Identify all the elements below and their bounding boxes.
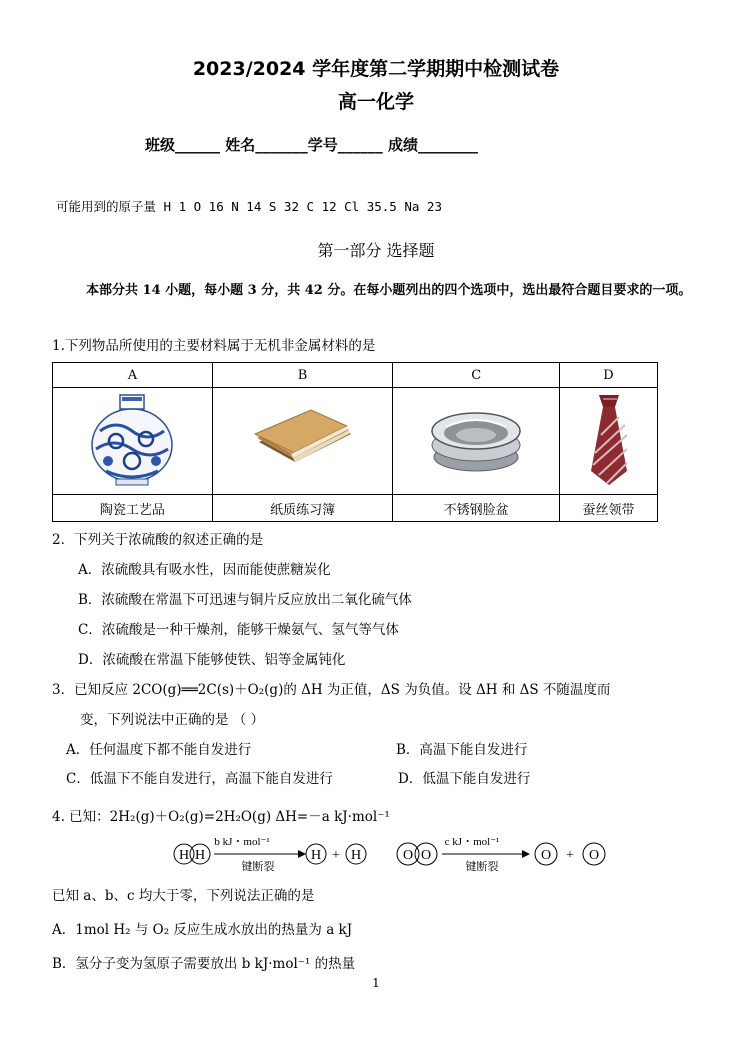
atomic-masses: 可能用到的原子量 H 1 O 16 N 14 S 32 C 12 Cl 35.5 Na 23 [56, 199, 442, 214]
option-d-label: 蚕丝领带 [560, 495, 658, 522]
q3-option-c: C．低温下不能自发进行，高温下能自发进行 [66, 771, 333, 787]
o-atom-label: O [540, 848, 552, 863]
o-break-label: 键断裂 [465, 861, 499, 873]
q3-option-d: D．低温下能自发进行 [398, 771, 531, 787]
student-info-line: 班级______ 姓名_______学号______ 成绩________ [145, 136, 478, 154]
q3-stem-line2: 变，下列说法中正确的是 （ ） [80, 712, 265, 728]
o-atom-label: O [588, 848, 600, 863]
column-b-header: B [212, 363, 392, 388]
q3-option-b: B．高温下能自发进行 [396, 742, 528, 758]
q1-stem: 1.下列物品所使用的主要材料属于无机非金属材料的是 [52, 338, 376, 354]
q1-options-table [52, 362, 658, 522]
h-atom-label: H [350, 848, 362, 863]
silk-tie-image [560, 388, 658, 495]
option-a-label: 陶瓷工艺品 [53, 495, 213, 522]
q4-stem: 4. 已知：2H₂(g)＋O₂(g)=2H₂O(g) ΔH=－a kJ·mol⁻¹ [52, 809, 390, 825]
q2-option-c: C．浓硫酸是一种干燥剂，能够干燥氨气、氢气等气体 [78, 622, 399, 638]
ceramic-vase-image [53, 388, 213, 495]
option-c-label: 不锈钢脸盆 [393, 495, 560, 522]
column-c-header: C [393, 363, 560, 388]
exam-subtitle: 高一化学 [337, 91, 414, 113]
h-atom-label: H [310, 848, 322, 863]
o-atom-label: O [420, 848, 432, 863]
q3-option-a: A．任何温度下都不能自发进行 [66, 742, 252, 758]
plus-sign: + [332, 848, 340, 863]
h-bond-energy: b kJ・mol⁻¹ [214, 836, 270, 848]
o-bond-energy: c kJ・mol⁻¹ [444, 836, 500, 848]
q3-stem-line1: 3．已知反应 2CO(g)══2C(s)＋O₂(g)的 ΔH 为正值，ΔS 为负值。设 ΔH 和 ΔS 不随温度而 [52, 682, 611, 698]
exam-title: 2023/2024 学年度第二学期期中检测试卷 [192, 58, 560, 80]
column-d-header: D [560, 363, 658, 388]
h-break-label: 键断裂 [241, 861, 275, 873]
q4-option-b: B．氢分子变为氢原子需要放出 b kJ·mol⁻¹ 的热量 [52, 956, 356, 972]
option-b-label: 纸质练习簿 [212, 495, 392, 522]
h-atom-label: H [178, 848, 190, 863]
column-a-header: A [53, 363, 213, 388]
section-title: 第一部分 选择题 [317, 241, 435, 260]
q4-option-a: A．1mol H₂ 与 O₂ 反应生成水放出的热量为 a kJ [52, 922, 353, 938]
q2-option-a: A．浓硫酸具有吸水性，因而能使蔗糖炭化 [78, 562, 331, 578]
q2-stem: 2．下列关于浓硫酸的叙述正确的是 [52, 532, 264, 548]
page-number: 1 [372, 976, 380, 990]
notebook-image [212, 388, 392, 495]
q2-option-b: B．浓硫酸在常温下可迅速与铜片反应放出二氧化硫气体 [78, 592, 412, 608]
h-atom-label: H [194, 848, 206, 863]
section-intro: 本部分共 14 小题，每小题 3 分，共 42 分。在每小题列出的四个选项中，选出最符合题目要求的一项。 [86, 283, 692, 298]
plus-sign: + [566, 848, 574, 863]
q2-option-d: D．浓硫酸在常温下能够使铁、铝等金属钝化 [78, 652, 346, 668]
q4-condition: 已知 a、b、c 均大于零，下列说法正确的是 [52, 888, 315, 904]
o-atom-label: O [402, 848, 414, 863]
steel-basin-image [393, 388, 560, 495]
bond-breaking-diagram [170, 832, 620, 876]
